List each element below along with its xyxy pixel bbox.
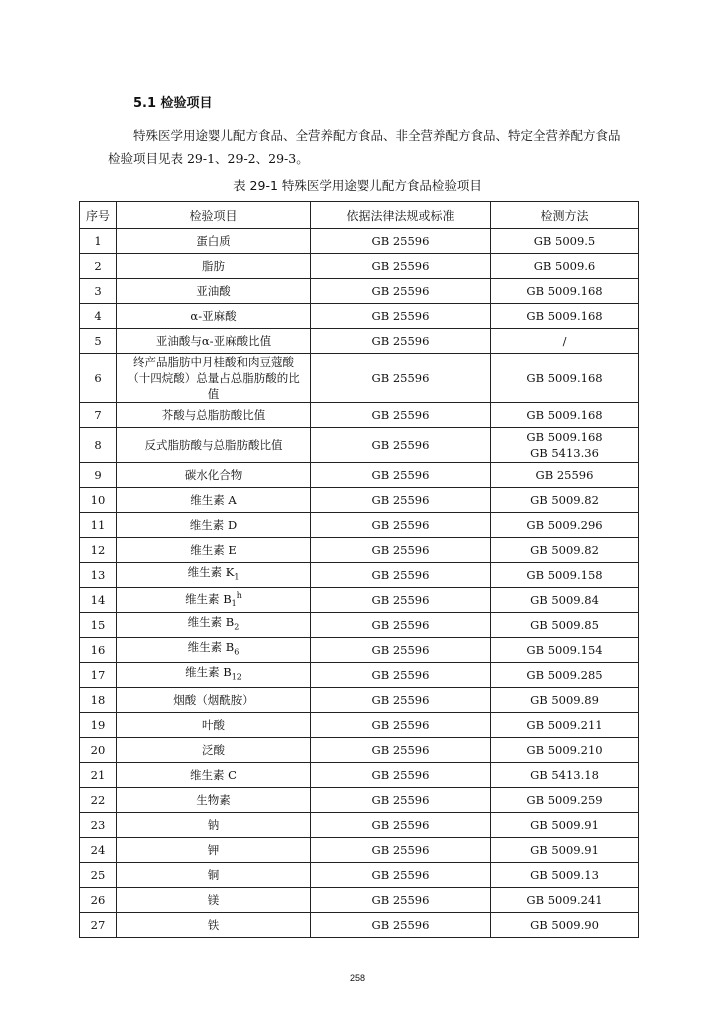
cell-method: GB 5009.84 [491, 588, 639, 613]
cell-item [117, 488, 311, 513]
table-row [80, 838, 639, 863]
cell-method: GB 5009.210 [491, 738, 639, 763]
cell-item-superscript: h [236, 591, 242, 600]
cell-item [117, 588, 311, 613]
cell-no: 8 [80, 428, 117, 463]
table-caption: 表 29-1 特殊医学用途婴儿配方食品检验项目 [233, 178, 482, 193]
cell-basis: GB 25596 [311, 329, 491, 354]
cell-item-text: 钠 [207, 818, 220, 833]
cell-item-subscript: 1 [231, 599, 237, 609]
cell-item-text: 维生素 A [190, 493, 237, 507]
cell-basis: GB 25596 [311, 663, 491, 688]
table-row [80, 354, 639, 403]
cell-item-text: 碳水化合物 [184, 468, 243, 482]
cell-item-text: 芥酸与总脂肪酸比值 [161, 408, 266, 422]
cell-method: GB 5009.85 [491, 613, 639, 638]
cell-item-text: 维生素 K [187, 565, 235, 580]
cell-no: 17 [80, 663, 117, 688]
cell-method: GB 5009.168 [491, 403, 639, 428]
cell-item [117, 229, 311, 254]
cell-item [117, 329, 311, 354]
cell-item [117, 888, 311, 913]
table-row [80, 279, 639, 304]
cell-item [117, 354, 311, 403]
table-row [80, 428, 639, 463]
cell-no: 24 [80, 838, 117, 863]
table-row [80, 788, 639, 813]
cell-item [117, 463, 311, 488]
cell-method: GB 5009.90 [491, 913, 639, 938]
cell-no: 3 [80, 279, 117, 304]
table-row [80, 863, 639, 888]
cell-no: 25 [80, 863, 117, 888]
cell-method: GB 5009.91 [491, 838, 639, 863]
cell-no: 10 [80, 488, 117, 513]
table-row [80, 713, 639, 738]
cell-basis: GB 25596 [311, 488, 491, 513]
cell-method: GB 5009.158 [491, 563, 639, 588]
cell-method: GB 5009.168 [491, 354, 639, 403]
cell-method: GB 25596 [491, 463, 639, 488]
cell-no: 11 [80, 513, 117, 538]
cell-item-text: 维生素 B [187, 640, 235, 655]
cell-method: / [491, 329, 639, 354]
cell-method: GB 5009.82 [491, 488, 639, 513]
cell-basis: GB 25596 [311, 588, 491, 613]
cell-no: 2 [80, 254, 117, 279]
cell-item [117, 279, 311, 304]
table-row [80, 738, 639, 763]
cell-method: GB 5009.296 [491, 513, 639, 538]
cell-item-text: 反式脂肪酸与总脂肪酸比值 [144, 438, 283, 452]
table-row [80, 638, 639, 663]
cell-item [117, 254, 311, 279]
table-row [80, 888, 639, 913]
cell-basis: GB 25596 [311, 254, 491, 279]
cell-item [117, 688, 311, 713]
cell-basis: GB 25596 [311, 613, 491, 638]
page-number: 258 [349, 973, 366, 983]
cell-no: 22 [80, 788, 117, 813]
intro-paragraph [108, 124, 628, 170]
cell-basis: GB 25596 [311, 813, 491, 838]
cell-item [117, 763, 311, 788]
cell-item [117, 838, 311, 863]
cell-method: GB 5009.5 [491, 229, 639, 254]
cell-item [117, 813, 311, 838]
cell-no: 7 [80, 403, 117, 428]
cell-item-text: 铁 [207, 918, 220, 933]
cell-item [117, 913, 311, 938]
cell-method: GB 5009.6 [491, 254, 639, 279]
cell-method: GB 5009.168 [491, 279, 639, 304]
cell-item-text: 铜 [207, 868, 220, 883]
table-row [80, 613, 639, 638]
header-basis: 依据法律法规或标准 [311, 202, 491, 229]
cell-no: 5 [80, 329, 117, 354]
cell-basis: GB 25596 [311, 538, 491, 563]
cell-basis: GB 25596 [311, 763, 491, 788]
cell-no: 18 [80, 688, 117, 713]
cell-basis: GB 25596 [311, 354, 491, 403]
cell-no: 20 [80, 738, 117, 763]
cell-basis: GB 25596 [311, 563, 491, 588]
cell-item [117, 638, 311, 663]
cell-basis: GB 25596 [311, 403, 491, 428]
table-row [80, 488, 639, 513]
cell-item [117, 788, 311, 813]
cell-item-text: 维生素 D [189, 518, 238, 532]
cell-item-text: 蛋白质 [196, 234, 231, 248]
cell-basis: GB 25596 [311, 463, 491, 488]
table-row [80, 813, 639, 838]
table-row [80, 403, 639, 428]
cell-basis: GB 25596 [311, 688, 491, 713]
cell-item-text: 生物素 [196, 793, 231, 808]
cell-method: GB 5009.168 GB 5413.36 [491, 428, 639, 463]
cell-no: 27 [80, 913, 117, 938]
table-row [80, 329, 639, 354]
cell-basis: GB 25596 [311, 788, 491, 813]
cell-item-text: 泛酸 [202, 743, 225, 758]
cell-no: 26 [80, 888, 117, 913]
cell-item-subscript: 12 [231, 672, 242, 682]
cell-item-text: 亚油酸与α-亚麻酸比值 [155, 334, 272, 348]
cell-basis: GB 25596 [311, 279, 491, 304]
cell-item [117, 663, 311, 688]
cell-no: 1 [80, 229, 117, 254]
cell-item [117, 428, 311, 463]
table-row [80, 254, 639, 279]
cell-item-text: 终产品脂肪中月桂酸和肉豆蔻酸（十四烷酸）总量占总脂肪酸的比值 [127, 355, 300, 401]
cell-method: GB 5009.13 [491, 863, 639, 888]
table-row [80, 538, 639, 563]
table-row [80, 763, 639, 788]
cell-item-text: 亚油酸 [196, 284, 231, 298]
cell-basis: GB 25596 [311, 513, 491, 538]
intro-paragraph-text: 特殊医学用途婴儿配方食品、全营养配方食品、非全营养配方食品、特定全营养配方食品检验项目见表 29-1、29-2、29-3。 [108, 128, 621, 166]
cell-item-subscript: 1 [234, 572, 240, 582]
cell-basis: GB 25596 [311, 913, 491, 938]
cell-no: 14 [80, 588, 117, 613]
cell-item [117, 538, 311, 563]
table-row [80, 563, 639, 588]
cell-no: 15 [80, 613, 117, 638]
cell-item-text: 镁 [207, 893, 220, 908]
cell-item-subscript: 6 [234, 647, 240, 657]
cell-item-text: 维生素 B [185, 591, 232, 606]
cell-no: 16 [80, 638, 117, 663]
cell-basis: GB 25596 [311, 638, 491, 663]
cell-method: GB 5009.82 [491, 538, 639, 563]
cell-item [117, 304, 311, 329]
cell-item [117, 563, 311, 588]
table-header-row [80, 202, 639, 229]
cell-item-text: 叶酸 [202, 718, 225, 733]
table-row [80, 688, 639, 713]
table-row [80, 913, 639, 938]
cell-item-text: 维生素 E [190, 543, 237, 557]
table-row [80, 229, 639, 254]
cell-method: GB 5009.285 [491, 663, 639, 688]
cell-method: GB 5009.154 [491, 638, 639, 663]
header-item: 检验项目 [117, 202, 311, 229]
cell-basis: GB 25596 [311, 713, 491, 738]
table-row [80, 513, 639, 538]
cell-no: 23 [80, 813, 117, 838]
cell-no: 13 [80, 563, 117, 588]
cell-item-text: 钾 [207, 843, 220, 858]
cell-method: GB 5009.168 [491, 304, 639, 329]
cell-item-subscript: 2 [234, 622, 240, 632]
cell-item [117, 713, 311, 738]
cell-method: GB 5009.211 [491, 713, 639, 738]
cell-item-text: 维生素 C [190, 768, 237, 783]
cell-no: 4 [80, 304, 117, 329]
cell-basis: GB 25596 [311, 428, 491, 463]
table-row [80, 304, 639, 329]
cell-basis: GB 25596 [311, 304, 491, 329]
section-heading: 5.1 检验项目 [133, 96, 213, 111]
cell-method: GB 5413.18 [491, 763, 639, 788]
cell-no: 19 [80, 713, 117, 738]
cell-item-text: 烟酸（烟酰胺） [173, 693, 254, 708]
cell-item-text: α-亚麻酸 [190, 309, 237, 323]
cell-item-text: 维生素 B [185, 665, 232, 680]
header-method: 检测方法 [491, 202, 639, 229]
cell-item [117, 738, 311, 763]
table-row [80, 463, 639, 488]
cell-item-text: 维生素 B [187, 615, 235, 630]
inspection-items-table [79, 201, 639, 938]
cell-no: 6 [80, 354, 117, 403]
cell-basis: GB 25596 [311, 863, 491, 888]
table-body [80, 229, 639, 938]
cell-item-text: 脂肪 [202, 259, 225, 273]
cell-method: GB 5009.241 [491, 888, 639, 913]
header-no: 序号 [80, 202, 117, 229]
table-row [80, 588, 639, 613]
cell-item [117, 403, 311, 428]
cell-basis: GB 25596 [311, 838, 491, 863]
cell-item [117, 613, 311, 638]
cell-method: GB 5009.89 [491, 688, 639, 713]
cell-no: 21 [80, 763, 117, 788]
cell-item [117, 863, 311, 888]
cell-basis: GB 25596 [311, 738, 491, 763]
cell-method: GB 5009.91 [491, 813, 639, 838]
cell-no: 12 [80, 538, 117, 563]
cell-method: GB 5009.259 [491, 788, 639, 813]
cell-item [117, 513, 311, 538]
table-row [80, 663, 639, 688]
cell-basis: GB 25596 [311, 888, 491, 913]
cell-no: 9 [80, 463, 117, 488]
cell-basis: GB 25596 [311, 229, 491, 254]
